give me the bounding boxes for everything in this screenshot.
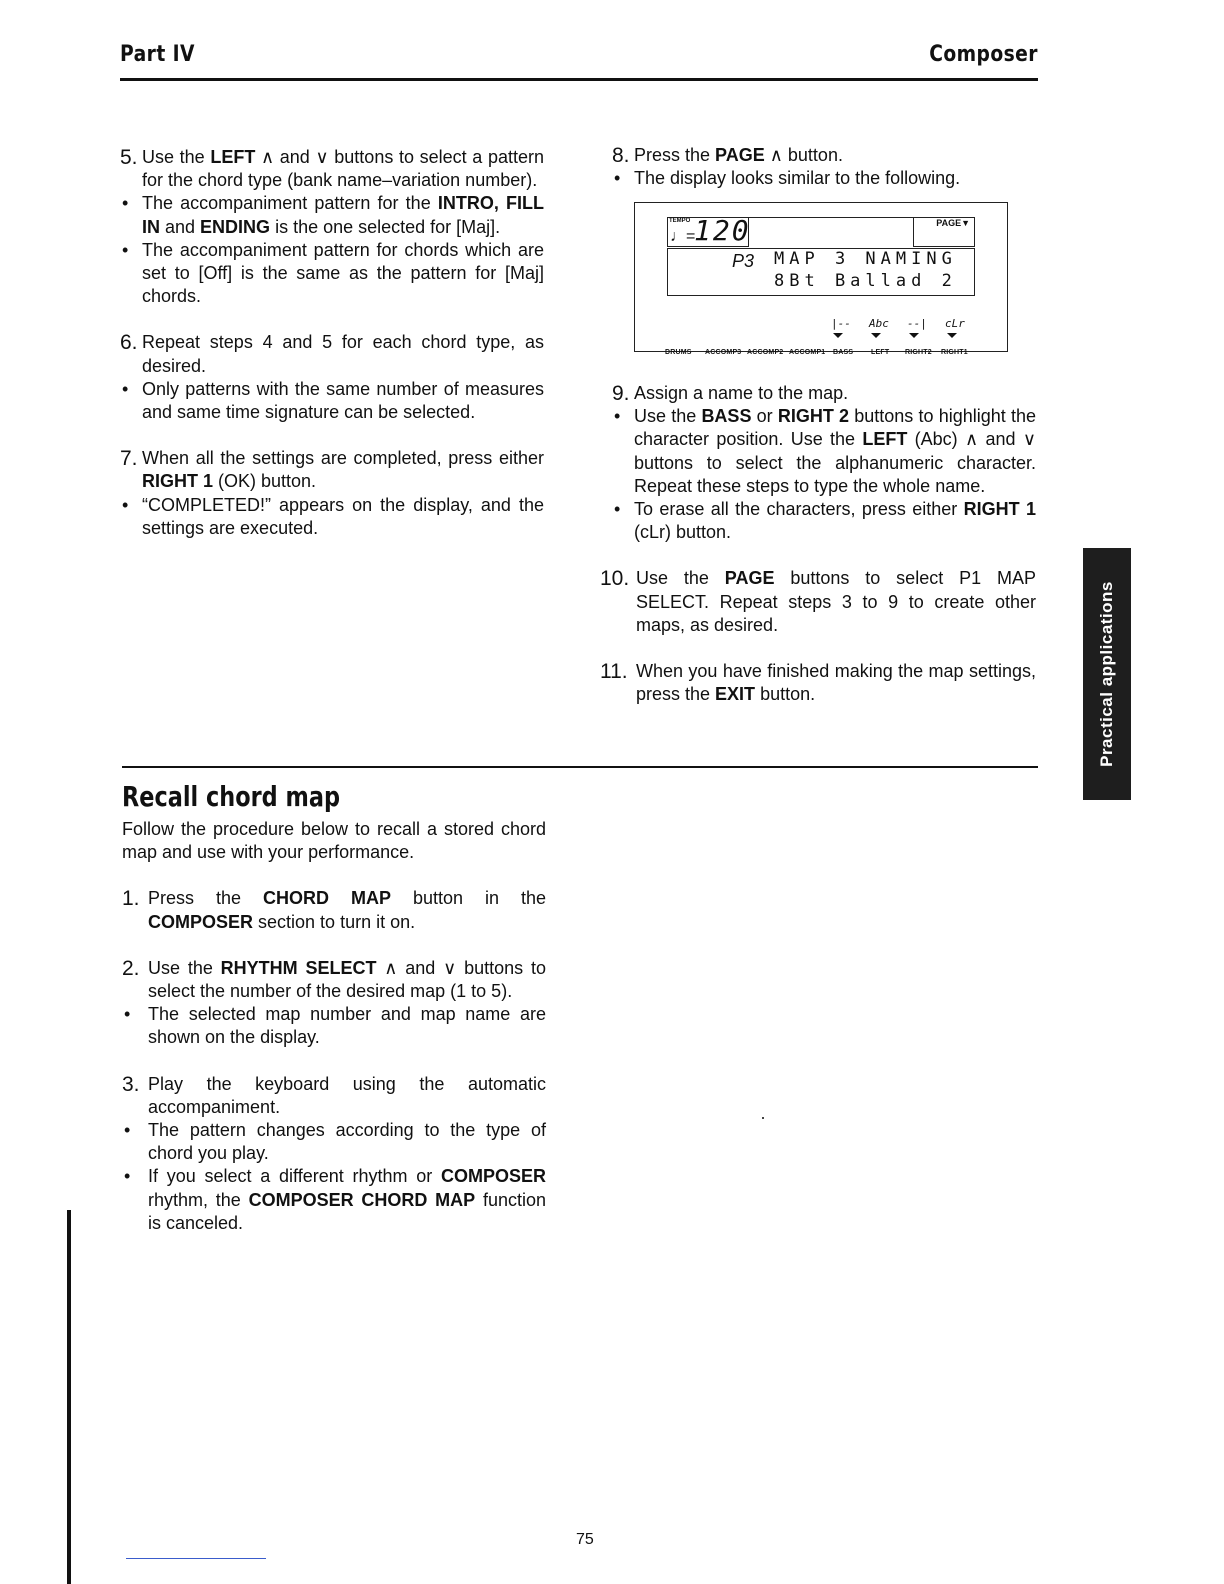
step-text: Press the: [634, 145, 716, 165]
button-label: BASS: [833, 349, 854, 356]
right-column-bottom: [600, 382, 1036, 706]
step-text: buttons to select P1 MAP SELECT. Repeat steps 3 to 9 to create other maps, as desired.: [636, 568, 1036, 635]
step-10: [600, 567, 1036, 637]
footer-link-line: [126, 1558, 266, 1559]
tempo-label: TEMPO: [669, 218, 691, 224]
keyword: COMPOSER: [440, 1166, 546, 1187]
softkey-label: |--: [831, 317, 851, 330]
step-7: [120, 447, 544, 493]
arrow-down-icon: [909, 333, 919, 338]
step-text: Press the: [148, 888, 263, 909]
tempo-value: 120: [694, 214, 751, 247]
display-line-1: MAP 3 NAMING: [774, 249, 957, 269]
button-label: RIGHT1: [941, 349, 968, 356]
recall-section: [122, 818, 546, 1235]
page-box: [913, 217, 975, 247]
bullet-text: or: [751, 406, 778, 427]
keyword: INTRO,: [437, 193, 499, 214]
bullet-text: (Abc) ∧ and ∨ buttons to select the alphanumeric character. Repeat these steps to type the whole name.: [634, 429, 1036, 496]
side-tab: [1083, 548, 1131, 800]
softkey-label: Abc: [869, 317, 889, 330]
button-name: CHORD MAP: [263, 888, 391, 909]
bullet-text: The accompaniment pattern for the: [142, 193, 438, 214]
bullet: • The display looks similar to the following.: [612, 167, 1036, 190]
step-text: button.: [755, 684, 816, 705]
step-text: Use the: [636, 568, 725, 589]
binding-line: [67, 1210, 71, 1584]
header-rule: [120, 78, 1038, 81]
lcd-display: [634, 202, 1008, 356]
button-label: RIGHT2: [905, 349, 932, 356]
step-8: [612, 144, 1036, 167]
keyword: LEFT: [862, 429, 908, 450]
step-text: Play the keyboard using the automatic accompaniment.: [148, 1073, 546, 1117]
bullet-text: buttons to highlight the character position. Use the: [634, 406, 1036, 450]
keyword: RIGHT 2: [777, 406, 850, 427]
button-name: LEFT: [210, 147, 256, 167]
keyword: RIGHT 1: [963, 499, 1036, 520]
keyword: FILL IN: [142, 193, 544, 237]
button-name: RHYTHM SELECT: [220, 957, 377, 978]
bullet: [612, 405, 1036, 498]
step-text: Use the: [142, 147, 211, 167]
button-label: ACCOMP1: [789, 349, 826, 356]
bullet: [122, 1165, 546, 1235]
step-text: Assign a name to the map.: [634, 383, 849, 403]
button-name: PAGE: [715, 145, 765, 165]
step-9: [612, 382, 1036, 405]
softkey-label: cLr: [945, 317, 965, 330]
bullet-text: rhythm, the: [148, 1189, 249, 1210]
step-number: 5.: [120, 146, 138, 169]
bullet-text: function is canceled.: [148, 1189, 546, 1233]
page-id: P3: [732, 251, 755, 271]
arrow-down-icon: [833, 333, 843, 338]
step-text: Use the: [148, 957, 221, 978]
step-text: (OK) button.: [213, 471, 317, 492]
bullet: • The selected map number and map name are shown on the display.: [122, 1003, 546, 1049]
section-title: Recall chord map: [122, 780, 340, 813]
step-number: 8.: [612, 144, 630, 167]
main-display: [667, 248, 975, 296]
step-text: button in the: [390, 888, 546, 909]
bullet-text: To erase all the characters, press either: [634, 499, 964, 520]
bullet: • “COMPLETED!” appears on the display, and the settings are executed.: [120, 494, 544, 540]
bullet-text: and: [160, 216, 201, 237]
step-number: 9.: [612, 382, 630, 405]
left-column: [120, 146, 544, 540]
tempo-box: [667, 214, 751, 247]
page-number: 75: [576, 1531, 594, 1548]
keyword: ENDING: [200, 216, 271, 237]
page-label: PAGE▼: [936, 218, 970, 228]
bullet: • Only patterns with the same number of measures and same time signature can be selected.: [120, 378, 544, 424]
recall-step-2: [122, 957, 546, 1003]
section-rule: [122, 766, 1038, 768]
bullet: [120, 192, 544, 238]
quarter-note-icon: ♩=: [670, 228, 696, 245]
bullet: [612, 498, 1036, 544]
step-number: 11.: [600, 660, 628, 684]
bullet: • The accompaniment pattern for chords which are set to [Off] is the same as the pattern for [Maj] chords.: [120, 239, 544, 309]
step-number: 3.: [122, 1072, 140, 1096]
button-label: LEFT: [871, 349, 890, 356]
softkey-label: --|: [907, 317, 927, 330]
step-text: Repeat steps 4 and 5 for each chord type, as desired.: [142, 332, 544, 376]
bullet-text: is the one selected for [Maj].: [270, 216, 501, 237]
step-number: 6.: [120, 331, 138, 355]
button-name: PAGE: [724, 568, 775, 589]
arrow-down-icon: [871, 333, 881, 338]
section-intro: Follow the procedure below to recall a stored chord map and use with your performance.: [122, 819, 546, 863]
step-number: 1.: [122, 887, 140, 911]
keyword: COMPOSER: [148, 911, 254, 932]
recall-step-3: [122, 1073, 546, 1119]
bullet-text: (cLr) button.: [634, 522, 732, 543]
step-text: ∧ and ∨ buttons to select a pattern for the chord type (bank name–variation number).: [142, 147, 544, 191]
step-number: 7.: [120, 447, 138, 471]
bullet-text: Use the: [634, 406, 702, 427]
step-11: [600, 660, 1036, 706]
side-tab-label: Practical applications: [1097, 581, 1116, 767]
step-6: [120, 331, 544, 377]
scan-dot: [762, 1117, 764, 1119]
bullet: • The pattern changes according to the type of chord you play.: [122, 1119, 546, 1165]
step-text: ∧ button.: [764, 145, 843, 165]
section-label: Part IV: [120, 42, 195, 67]
keyword: BASS: [701, 406, 752, 427]
display-divider: [747, 217, 913, 218]
step-5: [120, 146, 544, 192]
step-text: section to turn it on.: [253, 911, 416, 932]
button-label: ACCOMP2: [747, 349, 784, 356]
step-number: 2.: [122, 956, 140, 980]
recall-step-1: [122, 887, 546, 933]
step-text: When you have finished making the map settings, press the: [636, 661, 1036, 705]
button-label: DRUMS: [665, 349, 692, 356]
arrow-down-icon: [947, 333, 957, 338]
chapter-label: Composer: [929, 42, 1038, 67]
right-column-top: [612, 144, 1036, 190]
bullet-text: If you select a different rhythm or: [148, 1166, 441, 1187]
button-name: EXIT: [715, 684, 756, 705]
step-text: ∧ and ∨ buttons to select the number of the desired map (1 to 5).: [148, 957, 546, 1002]
display-line-2: 8Bt Ballad 2: [774, 271, 957, 291]
step-text: When all the settings are completed, press either: [142, 448, 544, 469]
keyword: COMPOSER CHORD MAP: [248, 1189, 476, 1210]
button-name: RIGHT 1: [142, 471, 214, 492]
button-label: ACCOMP3: [705, 349, 742, 356]
step-number: 10.: [600, 567, 630, 591]
